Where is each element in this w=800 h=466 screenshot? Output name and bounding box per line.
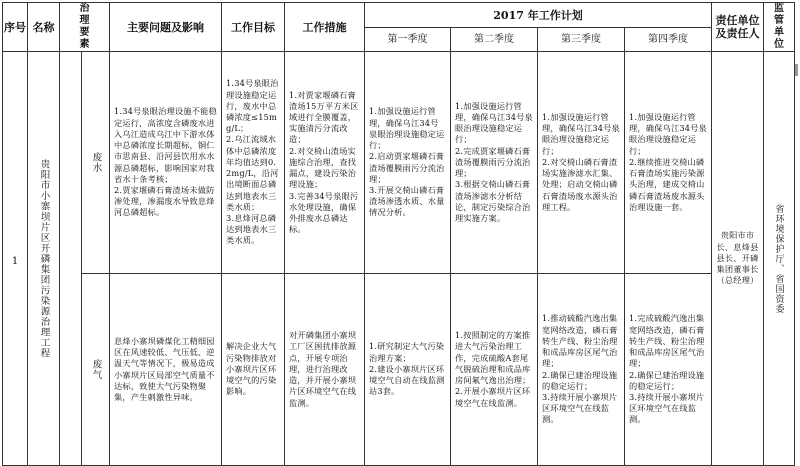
gas-measures: 对开磷集团小寨坝工厂区困扰排放源点，开展专项治理，进行治理改造，并开展小寨坝片区环境空气在线监测。 bbox=[285, 274, 365, 466]
row-name: 贵阳市小寨坝片区开磷集团污染源治理工程 bbox=[28, 52, 60, 466]
header-seq: 序号 bbox=[3, 3, 28, 52]
header-supervisor: 监管单位 bbox=[764, 3, 795, 52]
header-responsible: 责任单位及责任人 bbox=[712, 3, 764, 52]
water-element: 废水 bbox=[82, 52, 110, 274]
water-goal: 1.34号泉眼治理设施稳定运行，废水中总磷浓度≤15mg/L； 2.乌江流域水体中总磷浓度年均值达到0.2mg/L，沿河出境断面总磷达到地表水三类水质； 3.息烽河总磷达到地表水三类水质。 bbox=[222, 52, 285, 274]
row-supervisor: 省环境保护厅、省国资委 bbox=[764, 52, 795, 466]
work-plan-table bbox=[2, 2, 795, 466]
gas-q1: 1.研究制定大气污染治理方案； 2.建设小寨坝片区环境空气自动在线监测站3套。 bbox=[365, 274, 451, 466]
row-gap bbox=[60, 52, 82, 466]
gas-element: 废气 bbox=[82, 274, 110, 466]
header-q4: 第四季度 bbox=[625, 28, 712, 52]
header-q2: 第二季度 bbox=[451, 28, 538, 52]
header-plan-2017: 2017 年工作计划 bbox=[365, 3, 712, 28]
water-q4: 1.加强设施运行管理，确保乌江34号泉眼治理设施稳定运行； 2.继续推进交椅山磷石膏渣场实施污染源头治理，建成交椅山磷石膏渣场废水源头治理设施一套。 bbox=[625, 52, 712, 274]
gas-problems: 息烽小寨坝磷煤化工精细园区在风速较低、气压低、逆温天气等情况下，极易造成小寨坝片区局部空气质量不达标，致使大气污染物聚集，产生刺激性异味。 bbox=[110, 274, 222, 466]
water-q3: 1.加强设施运行管理，确保乌江34号泉眼治理设施稳定运行； 2.对交椅山磷石膏渣场实施渗滤水汇集、处理；启动交椅山磷石膏渣场废水源头治理工程。 bbox=[538, 52, 625, 274]
header-name: 名称 bbox=[28, 3, 60, 52]
gas-q4: 1.完成硫酸汽逸出集宽网络改造，磷石膏转生产线、粉尘治理和成品库房区尾气治理； 2.确保已建治理设施的稳定运行； 3.持续开展小寨坝片区环境空气在线监测。 bbox=[625, 274, 712, 466]
gas-q2: 1.按照制定的方案推进大气污染治理工作，完成硫酸A套尾气脱硫治理和成品库房间氟气逸出治理； 2.开展小寨坝片区环境空气在线监测。 bbox=[451, 274, 538, 466]
row-seq: 1 bbox=[3, 52, 28, 466]
gas-goal: 解决企业大气污染物排放对小寨坝片区环境空气的污染影响。 bbox=[222, 274, 285, 466]
gas-q3: 1.推动硫酸汽逸出集宽网络改造，磷石膏转生产线、粉尘治理和成品库房区尾气治理； 2.确保已建治理设施的稳定运行； 3.持续开展小寨坝片区环境空气在线监测。 bbox=[538, 274, 625, 466]
row-responsible: 贵阳市市长、息烽县县长、开磷集团董事长（总经理） bbox=[712, 52, 764, 466]
water-measures: 1.对贾家堰磷石膏渣场15万平方米区域进行全膜覆盖，实施清污分流改造； 2.对交椅山渣场实施综合治理，查找漏点，建设污染治理设施； 3.完善34号泉眼污水处理设施，确保外排废水总磷达标。 bbox=[285, 52, 365, 274]
scroll-handle[interactable] bbox=[795, 64, 798, 76]
header-goal: 工作目标 bbox=[222, 3, 285, 52]
water-q2: 1.加强设施运行管理，确保乌江34号泉眼治理设施稳定运行； 2.完成贾家堰磷石膏渣场覆膜雨污分流治理； 3.根据交椅山磷石膏渣场渗滤水分析结论，制定污染综合治理实施方案。 bbox=[451, 52, 538, 274]
header-measures: 工作措施 bbox=[285, 3, 365, 52]
water-problems: 1.34号泉眼治理设施不能稳定运行，高浓度含磷废水进入乌江造成乌江中下游水体中总磷浓度长期超标，铜仁市思南县、沿河县饮用水水源总磷超标，影响国家对我省水十条考核； 2.贾家堰磷石膏渣场未做防渗处理，渗漏废水导致息烽河总磷超标。 bbox=[110, 52, 222, 274]
header-q1: 第一季度 bbox=[365, 28, 451, 52]
header-q3: 第三季度 bbox=[538, 28, 625, 52]
header-elements: 治理要素 bbox=[60, 3, 110, 52]
header-problems: 主要问题及影响 bbox=[110, 3, 222, 52]
water-q1: 1.加强设施运行管理，确保乌江34号泉眼治理设施稳定运行； 2.启动贾家堰磷石膏渣场覆膜雨污分流治理； 3.开展交椅山磷石膏渣场渗透水质、水量情况分析。 bbox=[365, 52, 451, 274]
